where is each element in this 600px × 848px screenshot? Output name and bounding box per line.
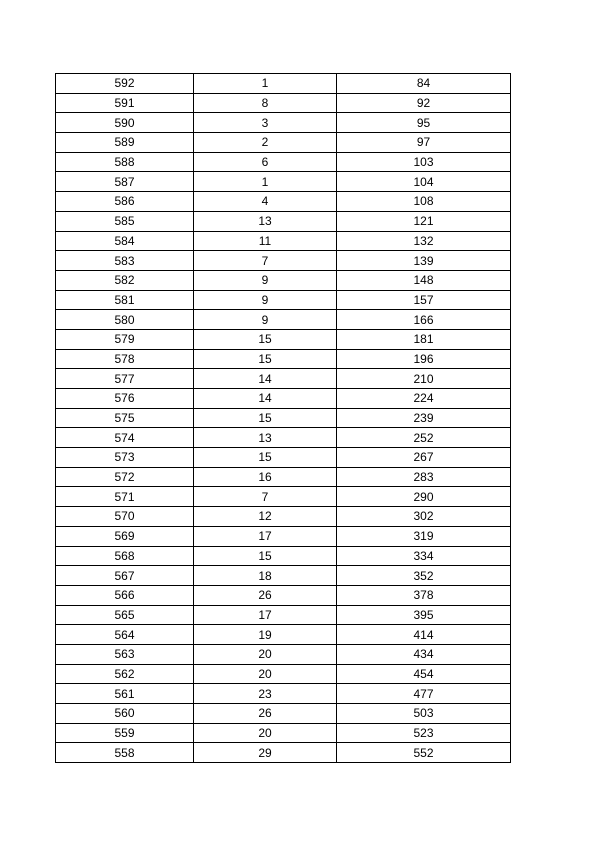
cumulative-cell: 302 bbox=[337, 507, 511, 527]
table-row bbox=[56, 270, 511, 290]
count-cell: 29 bbox=[194, 743, 337, 763]
score-cell: 560 bbox=[56, 704, 194, 724]
score-cell: 568 bbox=[56, 546, 194, 566]
table-row bbox=[56, 566, 511, 586]
cumulative-cell: 352 bbox=[337, 566, 511, 586]
table-row bbox=[56, 329, 511, 349]
cumulative-cell: 181 bbox=[337, 329, 511, 349]
count-cell: 6 bbox=[194, 152, 337, 172]
cumulative-cell: 157 bbox=[337, 290, 511, 310]
score-cell: 584 bbox=[56, 231, 194, 251]
cumulative-cell: 395 bbox=[337, 605, 511, 625]
score-cell: 561 bbox=[56, 684, 194, 704]
count-cell: 16 bbox=[194, 467, 337, 487]
count-cell: 13 bbox=[194, 211, 337, 231]
score-cell: 572 bbox=[56, 467, 194, 487]
score-cell: 592 bbox=[56, 74, 194, 94]
table-row bbox=[56, 664, 511, 684]
cumulative-cell: 95 bbox=[337, 113, 511, 133]
table-row bbox=[56, 310, 511, 330]
table-row bbox=[56, 428, 511, 448]
cumulative-cell: 210 bbox=[337, 369, 511, 389]
cumulative-cell: 84 bbox=[337, 74, 511, 94]
cumulative-cell: 132 bbox=[337, 231, 511, 251]
score-cell: 578 bbox=[56, 349, 194, 369]
score-cell: 582 bbox=[56, 270, 194, 290]
table-row bbox=[56, 211, 511, 231]
count-cell: 19 bbox=[194, 625, 337, 645]
cumulative-cell: 103 bbox=[337, 152, 511, 172]
count-cell: 4 bbox=[194, 192, 337, 212]
count-cell: 20 bbox=[194, 723, 337, 743]
table-row bbox=[56, 369, 511, 389]
table-row bbox=[56, 251, 511, 271]
count-cell: 15 bbox=[194, 329, 337, 349]
score-cell: 574 bbox=[56, 428, 194, 448]
table-row bbox=[56, 408, 511, 428]
table-row bbox=[56, 172, 511, 192]
count-cell: 1 bbox=[194, 172, 337, 192]
score-cell: 564 bbox=[56, 625, 194, 645]
count-cell: 7 bbox=[194, 251, 337, 271]
count-cell: 15 bbox=[194, 546, 337, 566]
score-cell: 579 bbox=[56, 329, 194, 349]
score-cell: 575 bbox=[56, 408, 194, 428]
score-cell: 586 bbox=[56, 192, 194, 212]
cumulative-cell: 523 bbox=[337, 723, 511, 743]
count-cell: 15 bbox=[194, 349, 337, 369]
count-cell: 13 bbox=[194, 428, 337, 448]
score-cell: 569 bbox=[56, 526, 194, 546]
cumulative-cell: 148 bbox=[337, 270, 511, 290]
count-cell: 1 bbox=[194, 74, 337, 94]
table-row bbox=[56, 704, 511, 724]
table-row bbox=[56, 585, 511, 605]
count-cell: 26 bbox=[194, 585, 337, 605]
score-cell: 570 bbox=[56, 507, 194, 527]
count-cell: 15 bbox=[194, 408, 337, 428]
table-row bbox=[56, 231, 511, 251]
cumulative-cell: 503 bbox=[337, 704, 511, 724]
cumulative-cell: 104 bbox=[337, 172, 511, 192]
table-row bbox=[56, 723, 511, 743]
count-cell: 9 bbox=[194, 270, 337, 290]
table-row bbox=[56, 487, 511, 507]
score-cell: 591 bbox=[56, 93, 194, 113]
cumulative-cell: 166 bbox=[337, 310, 511, 330]
count-cell: 26 bbox=[194, 704, 337, 724]
table-row bbox=[56, 467, 511, 487]
count-cell: 14 bbox=[194, 389, 337, 409]
table-row bbox=[56, 290, 511, 310]
cumulative-cell: 108 bbox=[337, 192, 511, 212]
count-cell: 14 bbox=[194, 369, 337, 389]
cumulative-cell: 139 bbox=[337, 251, 511, 271]
count-cell: 17 bbox=[194, 526, 337, 546]
table-row bbox=[56, 93, 511, 113]
score-cell: 563 bbox=[56, 644, 194, 664]
cumulative-cell: 92 bbox=[337, 93, 511, 113]
score-cell: 571 bbox=[56, 487, 194, 507]
table-row bbox=[56, 605, 511, 625]
count-cell: 9 bbox=[194, 290, 337, 310]
count-cell: 17 bbox=[194, 605, 337, 625]
cumulative-cell: 239 bbox=[337, 408, 511, 428]
table-row bbox=[56, 526, 511, 546]
table-row bbox=[56, 684, 511, 704]
cumulative-cell: 319 bbox=[337, 526, 511, 546]
table-row bbox=[56, 507, 511, 527]
score-cell: 590 bbox=[56, 113, 194, 133]
table-row bbox=[56, 113, 511, 133]
cumulative-cell: 414 bbox=[337, 625, 511, 645]
count-cell: 3 bbox=[194, 113, 337, 133]
score-cell: 565 bbox=[56, 605, 194, 625]
score-cell: 577 bbox=[56, 369, 194, 389]
cumulative-cell: 252 bbox=[337, 428, 511, 448]
count-cell: 2 bbox=[194, 133, 337, 153]
table-row bbox=[56, 192, 511, 212]
score-cell: 562 bbox=[56, 664, 194, 684]
cumulative-cell: 283 bbox=[337, 467, 511, 487]
table-row bbox=[56, 625, 511, 645]
table-row bbox=[56, 349, 511, 369]
cumulative-cell: 477 bbox=[337, 684, 511, 704]
cumulative-cell: 454 bbox=[337, 664, 511, 684]
score-cell: 580 bbox=[56, 310, 194, 330]
table-row bbox=[56, 152, 511, 172]
table-row bbox=[56, 644, 511, 664]
table-row bbox=[56, 448, 511, 468]
cumulative-cell: 224 bbox=[337, 389, 511, 409]
count-cell: 7 bbox=[194, 487, 337, 507]
score-cell: 559 bbox=[56, 723, 194, 743]
count-cell: 20 bbox=[194, 644, 337, 664]
cumulative-cell: 267 bbox=[337, 448, 511, 468]
cumulative-cell: 434 bbox=[337, 644, 511, 664]
table-row bbox=[56, 133, 511, 153]
score-cell: 581 bbox=[56, 290, 194, 310]
score-cell: 567 bbox=[56, 566, 194, 586]
count-cell: 20 bbox=[194, 664, 337, 684]
cumulative-cell: 334 bbox=[337, 546, 511, 566]
count-cell: 11 bbox=[194, 231, 337, 251]
table-row bbox=[56, 743, 511, 763]
cumulative-cell: 97 bbox=[337, 133, 511, 153]
cumulative-cell: 378 bbox=[337, 585, 511, 605]
score-cell: 589 bbox=[56, 133, 194, 153]
cumulative-cell: 290 bbox=[337, 487, 511, 507]
cumulative-cell: 196 bbox=[337, 349, 511, 369]
score-cell: 587 bbox=[56, 172, 194, 192]
table-row bbox=[56, 546, 511, 566]
score-cell: 566 bbox=[56, 585, 194, 605]
table-row bbox=[56, 389, 511, 409]
table-row bbox=[56, 74, 511, 94]
score-cell: 585 bbox=[56, 211, 194, 231]
count-cell: 18 bbox=[194, 566, 337, 586]
count-cell: 12 bbox=[194, 507, 337, 527]
cumulative-cell: 121 bbox=[337, 211, 511, 231]
count-cell: 8 bbox=[194, 93, 337, 113]
count-cell: 9 bbox=[194, 310, 337, 330]
score-cell: 558 bbox=[56, 743, 194, 763]
score-table-body bbox=[56, 74, 511, 763]
count-cell: 23 bbox=[194, 684, 337, 704]
score-table bbox=[55, 73, 511, 763]
count-cell: 15 bbox=[194, 448, 337, 468]
score-cell: 588 bbox=[56, 152, 194, 172]
score-cell: 583 bbox=[56, 251, 194, 271]
score-cell: 573 bbox=[56, 448, 194, 468]
cumulative-cell: 552 bbox=[337, 743, 511, 763]
score-cell: 576 bbox=[56, 389, 194, 409]
